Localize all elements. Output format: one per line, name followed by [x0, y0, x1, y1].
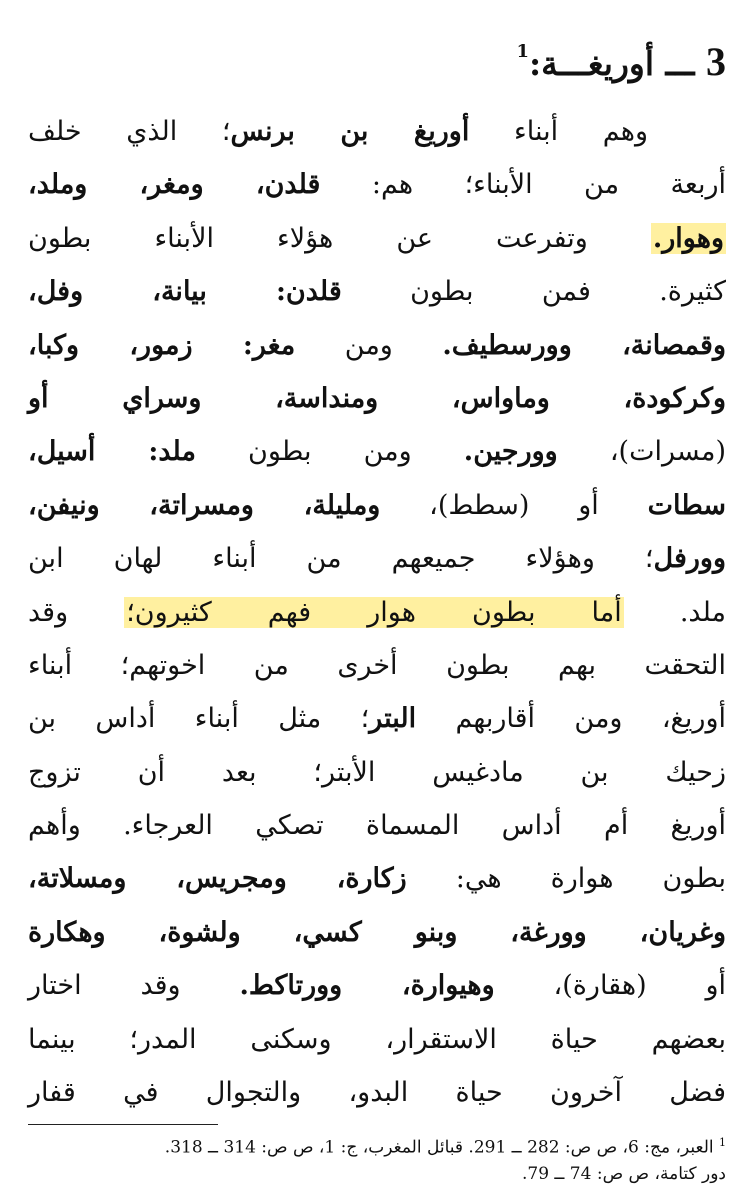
- highlighted-text: أما بطون هوار فهم كثيرون؛: [126, 596, 622, 628]
- footnote-separator: [28, 1124, 218, 1125]
- text-run: زحيك بن مادغيس الأبتر؛ بعد أن تزوج: [28, 756, 726, 788]
- highlighted-text: وهوار.: [652, 222, 724, 254]
- text-line: [28, 692, 726, 745]
- text-run: ومن بطون: [195, 436, 464, 468]
- text-line: [28, 372, 726, 425]
- text-run: وقد: [28, 596, 125, 628]
- text-run: وقد اختار: [28, 970, 240, 1002]
- text-line: [28, 799, 726, 852]
- footnote-reference: 1: [516, 41, 529, 62]
- text-line: [28, 265, 726, 318]
- bold-name: ملد: أسيل،: [28, 436, 196, 468]
- text-run: أربعة من الأبناء؛ هم:: [320, 169, 727, 201]
- text-line: [28, 425, 726, 478]
- text-run: بعضهم حياة الاستقرار، وسكنى المدر؛ بينما: [28, 1023, 726, 1055]
- text-line: [28, 532, 726, 585]
- text-run: وتفرعت عن هؤلاء الأبناء بطون: [28, 222, 651, 254]
- bold-name: وكركودة، وماواس، ومنداسة، وسراي أو: [28, 382, 726, 414]
- text-run: ومن: [295, 329, 443, 361]
- section-title: أوريغـــة:: [528, 44, 655, 83]
- section-number: 3: [706, 39, 726, 84]
- bold-name: قلدن، ومغر، وملد،: [28, 169, 321, 201]
- text-line: [28, 639, 726, 692]
- section-dash: ـــ: [654, 44, 706, 83]
- footnote-marker: 1: [719, 1136, 726, 1149]
- bold-name: مغر: زمور، وكبا،: [28, 329, 296, 361]
- text-line: [28, 959, 726, 1012]
- text-run: فضل آخرون حياة البدو، والتجوال في قفار: [28, 1077, 726, 1109]
- text-run: ملد.: [623, 596, 726, 628]
- bold-name: البتر: [369, 703, 417, 735]
- text-line: [28, 479, 726, 532]
- text-line: [28, 158, 726, 211]
- text-run: (مسرات)،: [557, 436, 726, 468]
- text-run: ؛ مثل أبناء أداس بن: [28, 703, 370, 735]
- text-run: ؛ الذي خلف: [28, 116, 231, 147]
- text-line: [28, 906, 726, 959]
- bold-name: قلدن: بيانة، وفل،: [28, 276, 342, 308]
- bold-name: وقمصانة، وورسطيف.: [442, 329, 726, 361]
- body-paragraph: [28, 105, 726, 1119]
- text-run: أوريغ، ومن أقاربهم: [416, 703, 726, 735]
- text-run: ؛ وهؤلاء جميعهم من أبناء لهان ابن: [28, 543, 654, 575]
- text-line: [28, 212, 726, 265]
- text-line: [28, 586, 726, 639]
- text-run: أوريغ أم أداس المسماة تصكي العرجاء. وأهم: [28, 810, 726, 842]
- bold-name: أوريغ بن برنس: [230, 116, 470, 147]
- bold-name: ومليلة، ومسراتة، ونيفن،: [28, 489, 381, 521]
- bold-name: زكارة، ومجريس، ومسلاتة،: [28, 863, 407, 895]
- footnote: [28, 1130, 726, 1187]
- text-run: أو (سطط)،: [380, 489, 648, 521]
- text-line: [28, 1066, 726, 1119]
- text-line: [28, 852, 726, 905]
- footnote-line-1: [28, 1130, 726, 1161]
- bold-name: وهيوارة، وورتاكط.: [239, 970, 495, 1002]
- text-run: كثيرة. فمن بطون: [341, 276, 726, 308]
- text-line: [28, 1013, 726, 1066]
- bold-name: وورفل: [653, 543, 726, 575]
- text-run: بطون هوارة هي:: [406, 863, 726, 895]
- text-run: أو (هقارة)،: [494, 970, 727, 1002]
- bold-name: سطات: [647, 489, 726, 521]
- footnote-line-2: دور كتامة، ص ص: 74 ــ 79.: [521, 1163, 726, 1184]
- section-heading: [28, 38, 726, 86]
- text-run: التحقت بهم بطون أخرى من اخوتهم؛ أبناء: [28, 649, 726, 681]
- bold-name: وورجين.: [463, 436, 558, 468]
- text-run: وهم أبناء: [469, 116, 649, 147]
- text-line: [28, 746, 726, 799]
- text-line: [28, 319, 726, 372]
- text-line: [28, 105, 726, 158]
- bold-name: وغريان، وورغة، وبنو كسي، ولشوة، وهكارة: [28, 916, 726, 948]
- footnote-text-1: العبر، مج: 6، ص ص: 282 ــ 291. قبائل المغرب، ج: 1، ص ص: 314 ــ 318.: [164, 1137, 714, 1158]
